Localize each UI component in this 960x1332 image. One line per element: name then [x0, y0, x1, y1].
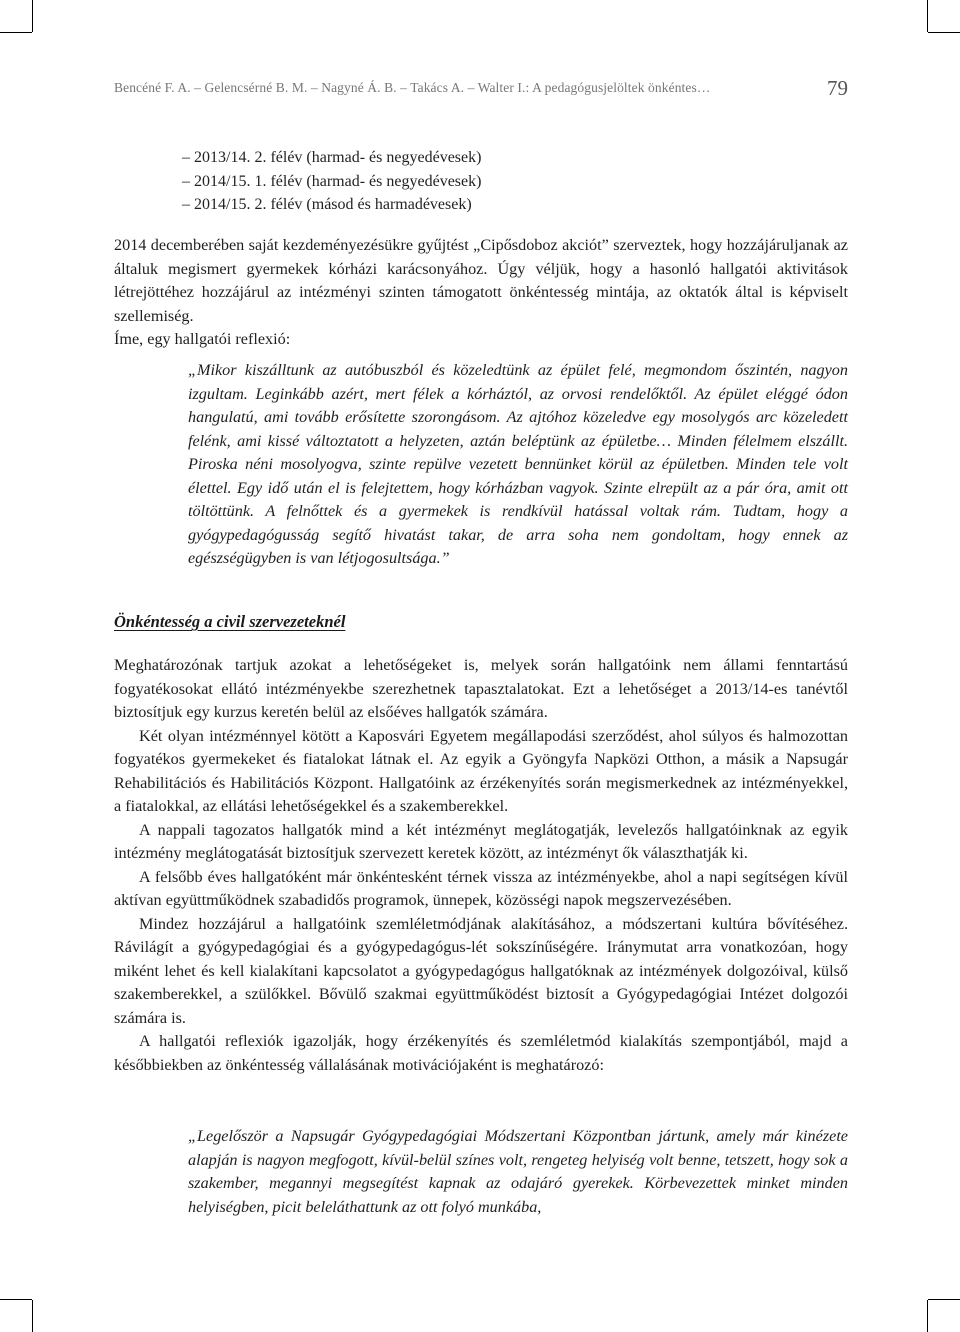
page-number: 79	[827, 76, 848, 100]
crop-mark-left-top	[0, 32, 32, 33]
paragraph: Íme, egy hallgatói reflexió:	[114, 330, 291, 348]
semester-list	[182, 146, 481, 217]
paragraph: A felsőbb éves hallgatóként már önkéntesként térnek vissza az intézményekbe, ahol a napi segítségen kívül aktívan együttműködnek szabadidős programok, ünnepek, közösségi napok megszervezésében.	[114, 867, 848, 909]
crop-mark-top-left	[32, 0, 33, 32]
student-reflection-quote-2: „Legelőször a Napsugár Gyógypedagógiai Módszertani Központban jártunk, amely már kinézete alapján is nagyon megfogott, kívül-belül színes volt, rengeteg helyiség volt benne, tetszett, hogy sok a szakember, megannyi megsegítést kapnak az odajáró gyerekek. Körbevezettek minket minden helyiségben, picit beleláthattunk az ott folyó munkába,	[188, 1127, 848, 1216]
crop-mark-bottom-right	[927, 1300, 928, 1332]
list-item: – 2014/15. 1. félév (harmad- és negyedévesek)	[182, 172, 482, 190]
paragraph: Meghatározónak tartjuk azokat a lehetőségeket is, melyek során hallgatóink nem állami fenntartású fogyatékosokat ellátó intézményekbe szerezhetnek tapasztalatokat. Ezt a lehetőséget a 2013/14-es tanévtől biztosítjuk egy kurzus keretén belül az elsőéves hallgatók számára.	[114, 656, 848, 721]
crop-mark-top-right	[927, 0, 928, 32]
paragraph: 2014 decemberében saját kezdeményezésükre gyűjtést „Cipősdoboz akciót” szerveztek, hogy hozzájáruljanak az általuk megismert gyermekek kórházi karácsonyához. Úgy véljük, hogy a hasonló hallgatói aktivitások létrejöttéhez hozzájárul az intézményi szinten támogatott önkéntesség mintája, az oktatók által is képviselt szellemiség.	[114, 236, 848, 325]
section-heading: Önkéntesség a civil szervezeteknél	[114, 612, 346, 631]
paragraph: Két olyan intézménnyel kötött a Kaposvári Egyetem megállapodási szerződést, ahol súlyos és halmozottan fogyatékos gyermekeket és fiatalokat látnak el. Az egyik a Gyöngyfa Napközi Otthon, a másik a Napsugár Rehabilitációs és Habilitációs Központ. Hallgatóink az érzékenyítés során megismerkednek az intézményekkel, a fiatalokkal, az ellátási lehetőségekkel és a szakemberekkel.	[114, 726, 848, 815]
paragraph: Mindez hozzájárul a hallgatóink szemléletmódjának alakításához, a módszertani kultúra bővítéséhez. Rávilágít a gyógypedagógiai és a gyógypedagógus-lét sokszínűségére. Iránymutat arra vonatkozóan, hogy miként lehet és kell kialakítani kapcsolatot a gyógypedagógus hallgatóknak az intézmények dolgozóival, külső szakemberekkel, a szülőkkel. Bővülő szakmai együttműködést biztosít a Gyógypedagógiai Intézet dolgozói számára is.	[114, 914, 848, 1027]
crop-mark-right-top	[928, 32, 960, 33]
crop-mark-left-bottom	[0, 1299, 32, 1300]
list-item: – 2013/14. 2. félév (harmad- és negyedévesek)	[182, 149, 482, 166]
body-text-top	[114, 234, 848, 352]
section-body	[114, 654, 848, 1077]
list-item: – 2014/15. 2. félév (másod és harmadévesek)	[182, 196, 472, 213]
crop-mark-right-bottom	[928, 1299, 960, 1300]
running-head: Bencéné F. A. – Gelencsérné B. M. – Nagyné Á. B. – Takács A. – Walter I.: A pedagógusjelöltek önkéntes…	[114, 80, 711, 95]
crop-mark-bottom-left	[32, 1300, 33, 1332]
paragraph: A hallgatói reflexiók igazolják, hogy érzékenyítés és szemléletmód kialakítás szempontjából, majd a későbbiekben az önkéntesség vállalásának motivációjaként is meghatározó:	[114, 1032, 848, 1074]
paragraph: A nappali tagozatos hallgatók mind a két intézményt meglátogatják, levelezős hallgatóinknak az egyik intézmény meglátogatását biztosítjuk szervezett keretek között, az intézményt ők választhatják ki.	[114, 820, 848, 862]
student-reflection-quote: „Mikor kiszálltunk az autóbuszból és közeledtünk az épület felé, megmondom őszintén, nagyon izgultam. Leginkább azért, mert félek a kórháztól, az orvosi rendelőktől. Az épület eléggé ódon hangulatú, ami tovább erősítette szorongásom. Az ajtóhoz közeledve egy mosolygós arc közeledett felénk, ami kissé változtatott a helyzeten, aztán beléptünk az épületbe… Minden félelmem elszállt. Piroska néni mosolyogva, szinte repülve vezetett bennünket körül az épületben. Minden tele volt élettel. Egy idő után el is felejtettem, hogy kórházban vagyok. Szinte elrepült az a pár óra, amit ott töltöttünk. A felnőttek és a gyermekek is rendkívül hatással voltak rám. Tudtam, hogy a gyógypedagógusság segítő hivatást takar, de arra soha nem gondoltam, hogy ennek az egészségügyben is van létjogosultsága.”	[188, 361, 848, 567]
